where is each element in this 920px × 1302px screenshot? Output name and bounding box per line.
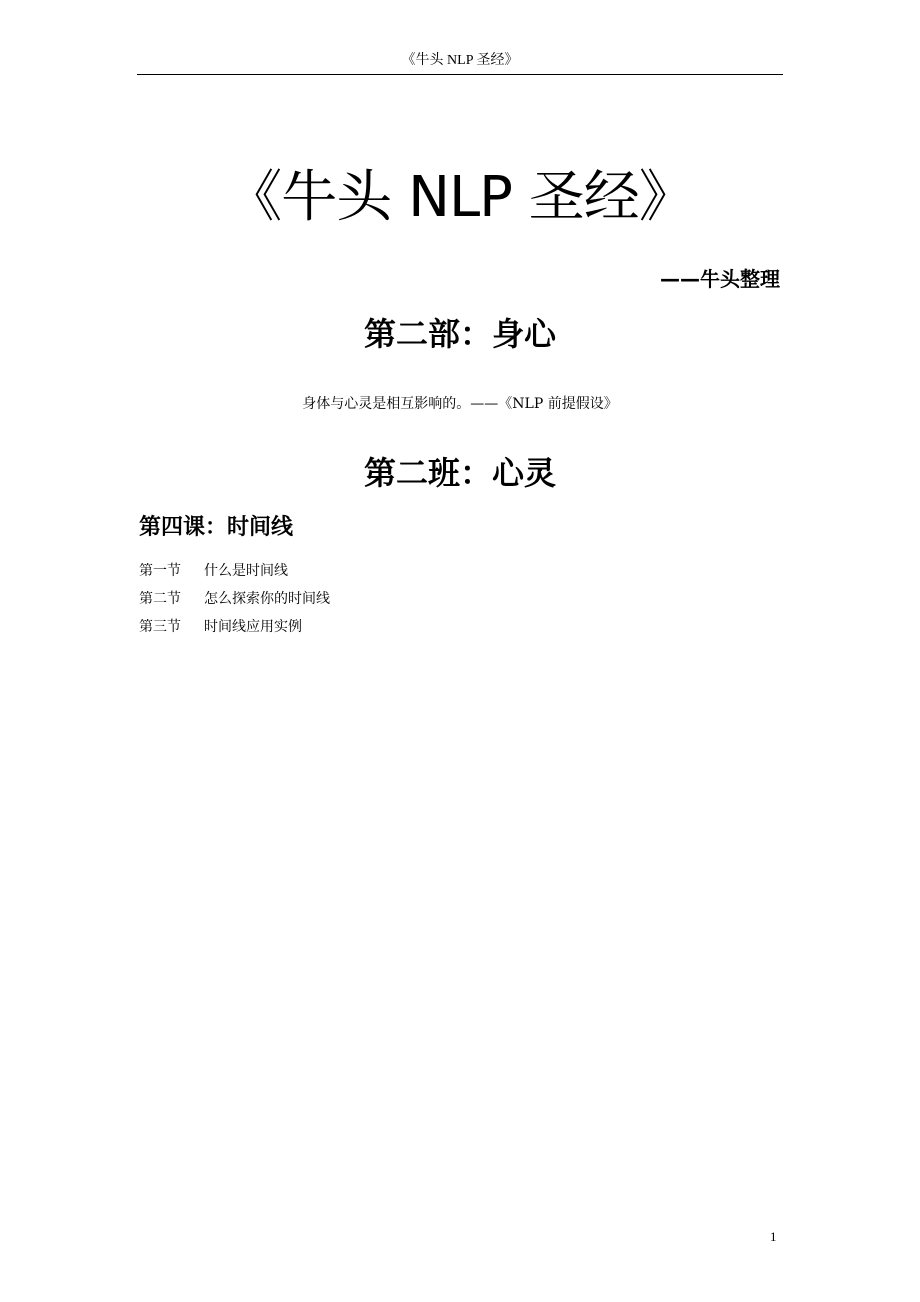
part-title: 第二部：身心	[363, 315, 556, 353]
running-header: 《牛头 NLP 圣经》	[401, 53, 519, 68]
section-title: 怎么探索你的时间线	[204, 591, 330, 607]
section-number: 第三节	[139, 619, 181, 635]
lesson-title: 第四课：时间线	[139, 515, 294, 540]
section-list	[139, 559, 330, 643]
document-title: 《牛头 NLP 圣经》	[226, 165, 694, 230]
header-divider	[137, 74, 783, 75]
section-number: 第一节	[139, 563, 181, 579]
class-title: 第二班：心灵	[363, 454, 556, 492]
section-title: 什么是时间线	[204, 563, 288, 579]
compiler-credit: ——牛头整理	[660, 267, 780, 291]
section-title: 时间线应用实例	[204, 619, 302, 635]
section-item	[139, 615, 330, 643]
section-item	[139, 559, 330, 587]
epigraph-quote: 身体与心灵是相互影响的。——《NLP 前提假设》	[302, 396, 618, 412]
section-number: 第二节	[139, 591, 181, 607]
page-number: 1	[770, 1229, 777, 1244]
section-item	[139, 587, 330, 615]
